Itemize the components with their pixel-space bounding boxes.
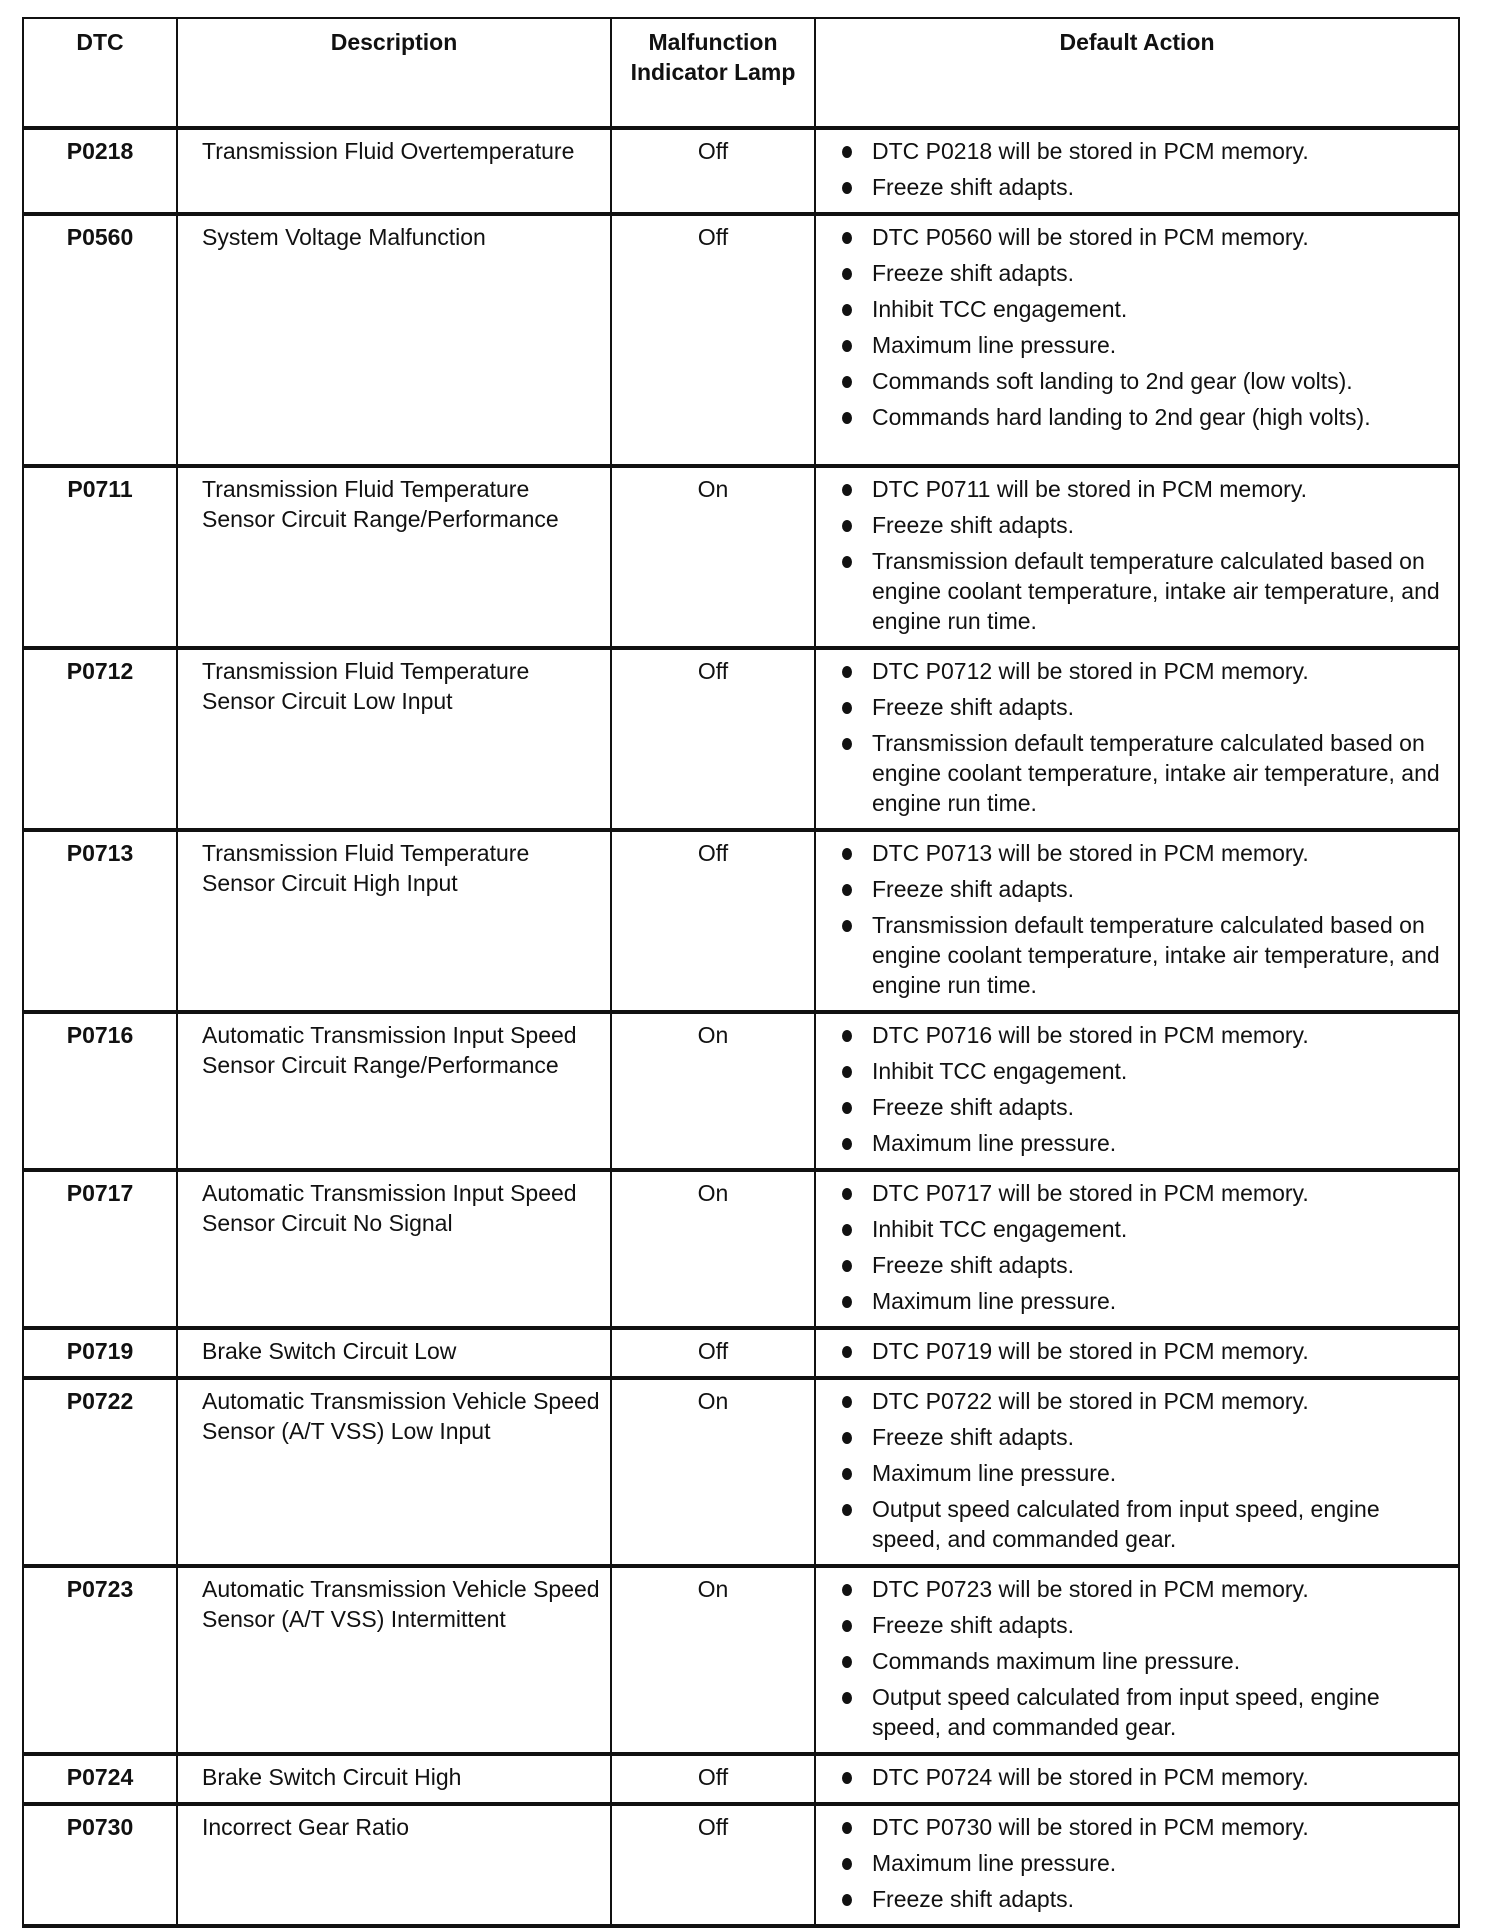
header-mil-label: Malfunction Indicator Lamp xyxy=(630,29,796,85)
mil-status: Off xyxy=(611,648,815,830)
table-row xyxy=(23,1328,1459,1378)
action-list xyxy=(840,656,1450,818)
dtc-code: P0712 xyxy=(23,648,177,830)
action-item: Freeze shift adapts. xyxy=(840,1884,1450,1914)
mil-status: Off xyxy=(611,1804,815,1926)
dtc-code: P0717 xyxy=(23,1170,177,1328)
action-item: DTC P0719 will be stored in PCM memory. xyxy=(840,1336,1450,1366)
action-list xyxy=(840,1020,1450,1158)
action-item: Freeze shift adapts. xyxy=(840,510,1450,540)
action-list xyxy=(840,136,1450,202)
table-row xyxy=(23,214,1459,466)
dtc-description: Incorrect Gear Ratio xyxy=(177,1804,611,1926)
action-list xyxy=(840,222,1450,432)
action-list xyxy=(840,1336,1450,1366)
action-list xyxy=(840,474,1450,636)
action-list xyxy=(840,1574,1450,1742)
action-list xyxy=(840,1762,1450,1792)
mil-status: Off xyxy=(611,128,815,214)
dtc-code: P0730 xyxy=(23,1804,177,1926)
header-action: Default Action xyxy=(815,18,1459,128)
default-action xyxy=(815,830,1459,1012)
default-action xyxy=(815,1566,1459,1754)
action-item: Maximum line pressure. xyxy=(840,1848,1450,1878)
default-action xyxy=(815,648,1459,830)
table-row xyxy=(23,830,1459,1012)
action-list xyxy=(840,1178,1450,1316)
action-item: DTC P0716 will be stored in PCM memory. xyxy=(840,1020,1450,1050)
table-row xyxy=(23,648,1459,830)
action-item: DTC P0730 will be stored in PCM memory. xyxy=(840,1812,1450,1842)
action-item: Maximum line pressure. xyxy=(840,1128,1450,1158)
action-item: DTC P0560 will be stored in PCM memory. xyxy=(840,222,1450,252)
dtc-code: P0723 xyxy=(23,1566,177,1754)
default-action xyxy=(815,1170,1459,1328)
dtc-code: P0719 xyxy=(23,1328,177,1378)
header-dtc: DTC xyxy=(23,18,177,128)
dtc-table xyxy=(22,17,1460,1928)
mil-status: Off xyxy=(611,1754,815,1804)
action-item: Maximum line pressure. xyxy=(840,1458,1450,1488)
dtc-code: P0724 xyxy=(23,1754,177,1804)
dtc-description: Automatic Transmission Vehicle Speed Sensor (A/T VSS) Low Input xyxy=(177,1378,611,1566)
dtc-description: Transmission Fluid Temperature Sensor Circuit High Input xyxy=(177,830,611,1012)
dtc-description: Brake Switch Circuit Low xyxy=(177,1328,611,1378)
header-mil xyxy=(611,18,815,128)
dtc-description: Transmission Fluid Temperature Sensor Circuit Range/Performance xyxy=(177,466,611,648)
default-action xyxy=(815,1378,1459,1566)
action-list xyxy=(840,1812,1450,1914)
default-action xyxy=(815,214,1459,466)
dtc-code: P0560 xyxy=(23,214,177,466)
dtc-description: Brake Switch Circuit High xyxy=(177,1754,611,1804)
action-item: Transmission default temperature calculated based on engine coolant temperature, intake air temperature, and engine run time. xyxy=(840,546,1450,636)
table-row xyxy=(23,1804,1459,1926)
header-row xyxy=(23,18,1459,128)
dtc-code: P0711 xyxy=(23,466,177,648)
action-item: Inhibit TCC engagement. xyxy=(840,1056,1450,1086)
default-action xyxy=(815,466,1459,648)
action-item: Output speed calculated from input speed, engine speed, and commanded gear. xyxy=(840,1494,1450,1554)
mil-status: Off xyxy=(611,1328,815,1378)
dtc-description: Automatic Transmission Input Speed Sensor Circuit No Signal xyxy=(177,1170,611,1328)
action-item: Transmission default temperature calculated based on engine coolant temperature, intake air temperature, and engine run time. xyxy=(840,728,1450,818)
dtc-description: System Voltage Malfunction xyxy=(177,214,611,466)
mil-status: On xyxy=(611,1566,815,1754)
mil-status: Off xyxy=(611,214,815,466)
action-item: DTC P0722 will be stored in PCM memory. xyxy=(840,1386,1450,1416)
action-item: Commands soft landing to 2nd gear (low volts). xyxy=(840,366,1450,396)
action-item: DTC P0713 will be stored in PCM memory. xyxy=(840,838,1450,868)
table-row xyxy=(23,466,1459,648)
table-row xyxy=(23,1754,1459,1804)
mil-status: On xyxy=(611,1378,815,1566)
table-row xyxy=(23,1170,1459,1328)
action-item: Inhibit TCC engagement. xyxy=(840,1214,1450,1244)
action-item: Maximum line pressure. xyxy=(840,1286,1450,1316)
action-item: Freeze shift adapts. xyxy=(840,1610,1450,1640)
action-item: Freeze shift adapts. xyxy=(840,258,1450,288)
mil-status: On xyxy=(611,1012,815,1170)
default-action xyxy=(815,128,1459,214)
mil-status: On xyxy=(611,1170,815,1328)
action-item: Freeze shift adapts. xyxy=(840,692,1450,722)
action-item: DTC P0717 will be stored in PCM memory. xyxy=(840,1178,1450,1208)
default-action xyxy=(815,1754,1459,1804)
dtc-description: Automatic Transmission Vehicle Speed Sensor (A/T VSS) Intermittent xyxy=(177,1566,611,1754)
table-row xyxy=(23,128,1459,214)
action-item: Freeze shift adapts. xyxy=(840,874,1450,904)
action-item: Commands hard landing to 2nd gear (high volts). xyxy=(840,402,1450,432)
default-action xyxy=(815,1804,1459,1926)
table-row xyxy=(23,1012,1459,1170)
action-item: Transmission default temperature calculated based on engine coolant temperature, intake air temperature, and engine run time. xyxy=(840,910,1450,1000)
default-action xyxy=(815,1328,1459,1378)
default-action xyxy=(815,1012,1459,1170)
action-list xyxy=(840,1386,1450,1554)
dtc-code: P0716 xyxy=(23,1012,177,1170)
dtc-description: Automatic Transmission Input Speed Sensor Circuit Range/Performance xyxy=(177,1012,611,1170)
dtc-code: P0713 xyxy=(23,830,177,1012)
action-item: DTC P0724 will be stored in PCM memory. xyxy=(840,1762,1450,1792)
action-item: Freeze shift adapts. xyxy=(840,1422,1450,1452)
action-item: Freeze shift adapts. xyxy=(840,1250,1450,1280)
action-item: Output speed calculated from input speed, engine speed, and commanded gear. xyxy=(840,1682,1450,1742)
action-item: Inhibit TCC engagement. xyxy=(840,294,1450,324)
action-item: DTC P0723 will be stored in PCM memory. xyxy=(840,1574,1450,1604)
dtc-description: Transmission Fluid Overtemperature xyxy=(177,128,611,214)
action-list xyxy=(840,838,1450,1000)
header-description: Description xyxy=(177,18,611,128)
dtc-description: Transmission Fluid Temperature Sensor Circuit Low Input xyxy=(177,648,611,830)
mil-status: On xyxy=(611,466,815,648)
action-item: DTC P0712 will be stored in PCM memory. xyxy=(840,656,1450,686)
action-item: DTC P0711 will be stored in PCM memory. xyxy=(840,474,1450,504)
table-row xyxy=(23,1566,1459,1754)
dtc-code: P0722 xyxy=(23,1378,177,1566)
action-item: Commands maximum line pressure. xyxy=(840,1646,1450,1676)
action-item: Maximum line pressure. xyxy=(840,330,1450,360)
action-item: DTC P0218 will be stored in PCM memory. xyxy=(840,136,1450,166)
mil-status: Off xyxy=(611,830,815,1012)
table-row xyxy=(23,1378,1459,1566)
dtc-code: P0218 xyxy=(23,128,177,214)
action-item: Freeze shift adapts. xyxy=(840,1092,1450,1122)
action-item: Freeze shift adapts. xyxy=(840,172,1450,202)
